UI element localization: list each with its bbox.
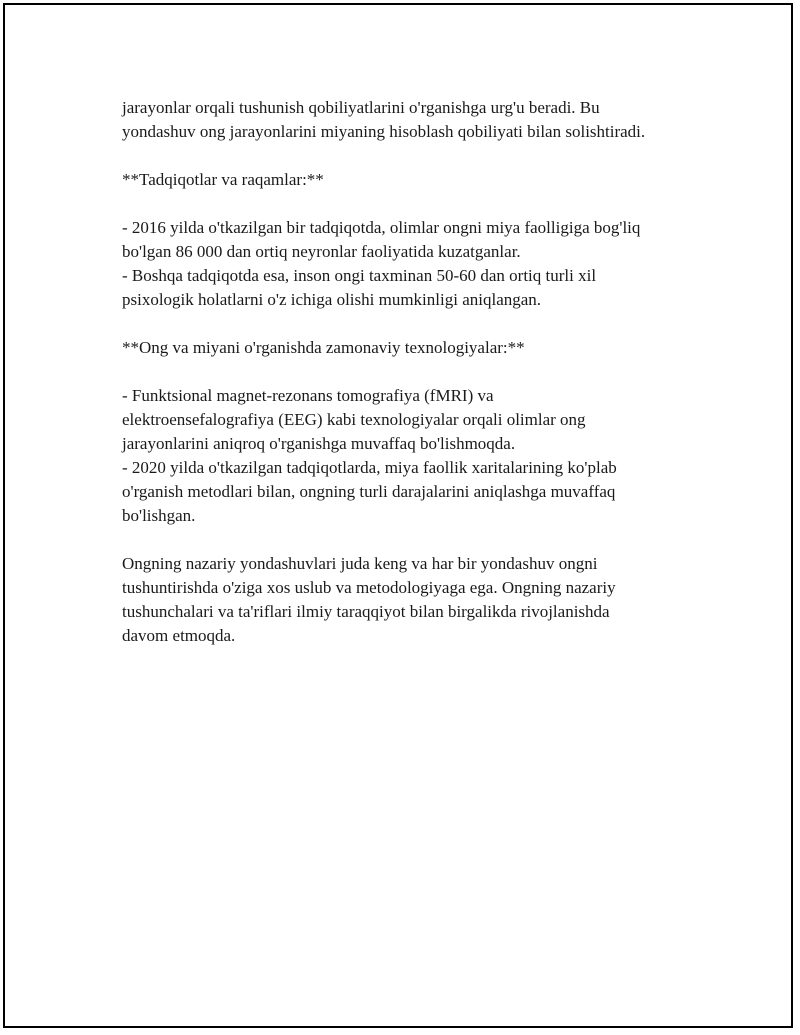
text-line: yondashuv ong jarayonlarini miyaning hisoblash qobiliyati bilan solishtiradi. — [122, 122, 646, 141]
conclusion-paragraph — [122, 552, 712, 648]
document-body — [122, 96, 712, 648]
text-line: psixologik holatlarni o'z ichiga olishi mumkinligi aniqlangan. — [122, 290, 542, 309]
paragraph-gap — [122, 144, 712, 168]
text-line: o'rganish metodlari bilan, ongning turli darajalarini aniqlashga muvaffaq — [122, 482, 616, 501]
heading-text: **Ong va miyani o'rganishda zamonaviy texnologiyalar:** — [122, 338, 525, 357]
paragraph-gap — [122, 360, 712, 384]
paragraph-gap — [122, 528, 712, 552]
text-line: bo'lishgan. — [122, 506, 196, 525]
text-line: tushuntirishda o'ziga xos uslub va metodologiyaga ega. Ongning nazariy — [122, 578, 616, 597]
tech-paragraph — [122, 384, 712, 528]
research-heading — [122, 168, 712, 192]
tech-heading — [122, 336, 712, 360]
page-frame — [3, 3, 793, 1028]
paragraph-gap — [122, 312, 712, 336]
text-line: Ongning nazariy yondashuvlari juda keng va har bir yondashuv ongni — [122, 554, 598, 573]
text-line: jarayonlar orqali tushunish qobiliyatlarini o'rganishga urg'u beradi. Bu — [122, 98, 600, 117]
text-line: - 2016 yilda o'tkazilgan bir tadqiqotda, olimlar ongni miya faolligiga bog'liq — [122, 218, 641, 237]
text-line: elektroensefalografiya (EEG) kabi texnologiyalar orqali olimlar ong — [122, 410, 586, 429]
heading-text: **Tadqiqotlar va raqamlar:** — [122, 170, 324, 189]
research-paragraph — [122, 216, 712, 312]
text-line: jarayonlarini aniqroq o'rganishga muvaffaq bo'lishmoqda. — [122, 434, 516, 453]
intro-paragraph — [122, 96, 712, 144]
text-line: - Funktsional magnet-rezonans tomografiya (fMRI) va — [122, 386, 494, 405]
text-line: tushunchalari va ta'riflari ilmiy taraqqiyot bilan birgalikda rivojlanishda — [122, 602, 610, 621]
text-line: - Boshqa tadqiqotda esa, inson ongi taxminan 50-60 dan ortiq turli xil — [122, 266, 597, 285]
paragraph-gap — [122, 192, 712, 216]
text-line: bo'lgan 86 000 dan ortiq neyronlar faoliyatida kuzatganlar. — [122, 242, 521, 261]
text-line: davom etmoqda. — [122, 626, 236, 645]
text-line: - 2020 yilda o'tkazilgan tadqiqotlarda, miya faollik xaritalarining ko'plab — [122, 458, 617, 477]
